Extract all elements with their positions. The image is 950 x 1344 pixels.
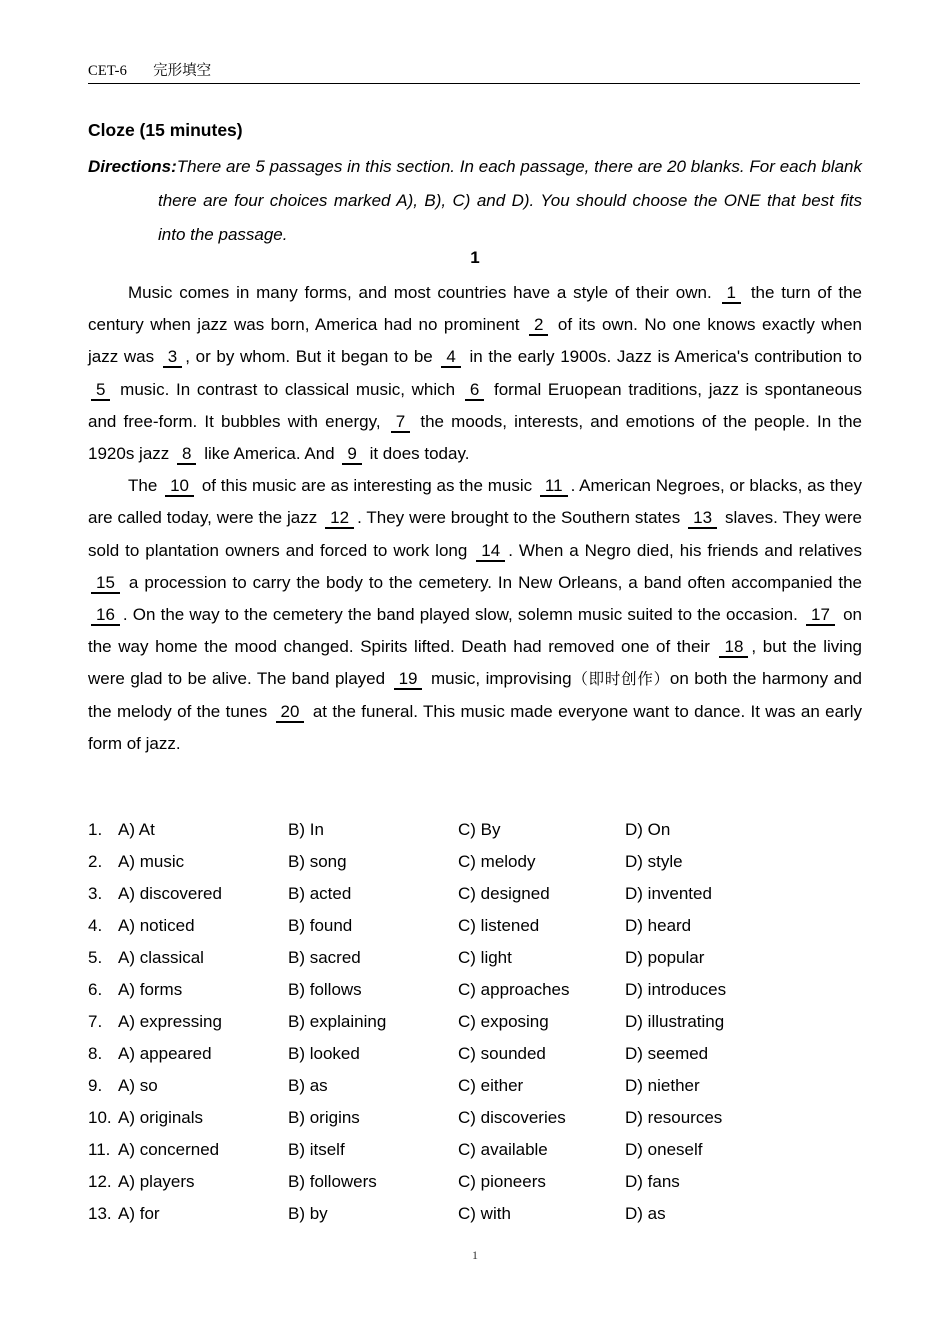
cloze-blank-20[interactable]: 20 xyxy=(276,702,305,723)
options-list xyxy=(88,820,868,1236)
option-choice-c[interactable]: C) exposing xyxy=(458,1012,549,1031)
cloze-blank-19[interactable]: 19 xyxy=(394,669,423,690)
option-choice-b[interactable]: B) by xyxy=(288,1204,328,1223)
cloze-blank-6[interactable]: 6 xyxy=(465,380,484,401)
option-number: 5. xyxy=(88,948,103,967)
option-choice-a[interactable]: A) appeared xyxy=(118,1044,212,1063)
option-choice-a[interactable]: A) expressing xyxy=(118,1012,222,1031)
option-number: 3. xyxy=(88,884,103,903)
directions-paragraph xyxy=(88,150,862,252)
option-choice-a[interactable]: A) concerned xyxy=(118,1140,220,1159)
option-number: 7. xyxy=(88,1012,103,1031)
text-run: formal Eruopean traditions, jazz is spontaneous and free-form. It bubbles with energy, xyxy=(88,379,862,431)
cloze-blank-15[interactable]: 15 xyxy=(91,573,120,594)
text-run: of this music are as interesting as the music xyxy=(201,476,533,496)
directions-block xyxy=(88,150,862,252)
option-choice-c[interactable]: C) pioneers xyxy=(458,1172,546,1191)
text-run: . They were brought to the Southern states xyxy=(357,508,681,528)
passage-body xyxy=(88,277,862,760)
text-run: , or by whom. But it began to be xyxy=(185,347,433,367)
option-choice-b[interactable]: B) acted xyxy=(288,884,352,903)
option-choice-b[interactable]: B) found xyxy=(288,916,353,935)
option-number: 9. xyxy=(88,1076,103,1095)
text-run: . American Negroes, or blacks, as they are called today, were the jazz xyxy=(88,476,862,528)
text-run: it does today. xyxy=(369,444,470,464)
option-number: 1. xyxy=(88,820,103,839)
option-choice-b[interactable]: B) song xyxy=(288,852,347,871)
cloze-blank-12[interactable]: 12 xyxy=(325,508,354,529)
passage-paragraph-2 xyxy=(88,470,862,760)
option-choice-c[interactable]: C) with xyxy=(458,1204,511,1223)
text-run: of its own. No one knows exactly when jazz was xyxy=(88,315,862,367)
text-run: The xyxy=(128,476,158,496)
option-choice-c[interactable]: C) designed xyxy=(458,884,550,903)
option-choice-c[interactable]: C) By xyxy=(458,820,501,839)
option-choice-c[interactable]: C) listened xyxy=(458,916,540,935)
cloze-blank-2[interactable]: 2 xyxy=(529,315,548,336)
option-row xyxy=(88,980,868,1012)
option-row xyxy=(88,948,868,980)
chinese-gloss: （即时创作） xyxy=(571,670,670,689)
option-row xyxy=(88,1076,868,1108)
text-run: on both the harmony and the melody of the tunes xyxy=(88,669,862,721)
option-row xyxy=(88,1172,868,1204)
option-number: 11. xyxy=(88,1140,111,1159)
cloze-blank-13[interactable]: 13 xyxy=(688,508,717,529)
text-run: . When a Negro died, his friends and relatives xyxy=(508,540,862,560)
option-choice-a[interactable]: A) At xyxy=(118,820,155,839)
option-row xyxy=(88,1012,868,1044)
option-choice-b[interactable]: B) sacred xyxy=(288,948,361,967)
option-choice-b[interactable]: B) itself xyxy=(288,1140,345,1159)
text-run: . On the way to the cemetery the band played slow, solemn music suited to the occasion. xyxy=(122,605,798,625)
text-run: at the funeral. This music made everyone want to dance. It was an early form of jazz. xyxy=(88,701,862,753)
option-choice-b[interactable]: B) explaining xyxy=(288,1012,387,1031)
option-row xyxy=(88,1044,868,1076)
cloze-blank-16[interactable]: 16 xyxy=(91,605,120,626)
directions-text: There are 5 passages in this section. In each passage, there are 20 blanks. For each blank there are four choices marked A), B), C) and D). You should choose the ONE that best fits into the passage. xyxy=(158,157,862,244)
cloze-blank-10[interactable]: 10 xyxy=(165,476,194,497)
option-choice-a[interactable]: A) for xyxy=(118,1204,160,1223)
running-header xyxy=(88,62,860,84)
option-choice-b[interactable]: B) follows xyxy=(288,980,362,999)
option-choice-a[interactable]: A) music xyxy=(118,852,185,871)
option-row xyxy=(88,916,868,948)
document-code: CET-6 xyxy=(88,63,128,79)
cloze-blank-1[interactable]: 1 xyxy=(722,283,741,304)
option-row xyxy=(88,852,868,884)
option-row xyxy=(88,1140,868,1172)
option-choice-b[interactable]: B) In xyxy=(288,820,324,839)
option-choice-c[interactable]: C) melody xyxy=(458,852,536,871)
cloze-blank-5[interactable]: 5 xyxy=(91,380,110,401)
text-run: Music comes in many forms, and most countries have a style of their own. xyxy=(128,283,712,302)
option-choice-c[interactable]: C) light xyxy=(458,948,512,967)
option-choice-d[interactable]: D) style xyxy=(625,852,683,871)
option-number: 6. xyxy=(88,980,103,999)
option-choice-d[interactable]: D) resources xyxy=(625,1108,723,1127)
option-choice-d[interactable]: D) popular xyxy=(625,948,705,967)
cloze-blank-18[interactable]: 18 xyxy=(719,637,748,658)
cloze-blank-9[interactable]: 9 xyxy=(342,444,361,465)
option-choice-b[interactable]: B) origins xyxy=(288,1108,360,1127)
option-choice-d[interactable]: D) fans xyxy=(625,1172,680,1191)
text-run: , but the living were glad to be alive. The band played xyxy=(88,637,862,689)
page-number: 1 xyxy=(472,1248,478,1262)
option-row xyxy=(88,820,868,852)
option-choice-d[interactable]: D) as xyxy=(625,1204,666,1223)
directions-label: Directions: xyxy=(88,157,177,176)
option-choice-c[interactable]: C) approaches xyxy=(458,980,570,999)
option-choice-c[interactable]: C) either xyxy=(458,1076,524,1095)
option-choice-a[interactable]: A) players xyxy=(118,1172,195,1191)
text-run: music. In contrast to classical music, which xyxy=(120,379,456,399)
text-run: on the way home the mood changed. Spirits lifted. Death had removed one of their xyxy=(88,605,862,657)
text-run: the moods, interests, and emotions of the people. In the 1920s jazz xyxy=(88,411,862,464)
option-choice-b[interactable]: B) looked xyxy=(288,1044,360,1063)
option-choice-a[interactable]: A) classical xyxy=(118,948,204,967)
cloze-blank-4[interactable]: 4 xyxy=(441,347,460,368)
option-number: 10. xyxy=(88,1108,112,1127)
option-choice-d[interactable]: D) introduces xyxy=(625,980,727,999)
option-number: 8. xyxy=(88,1044,103,1063)
text-run: like America. And xyxy=(204,444,335,464)
option-choice-a[interactable]: A) so xyxy=(118,1076,158,1095)
option-number: 2. xyxy=(88,852,103,871)
cloze-blank-17[interactable]: 17 xyxy=(806,605,835,626)
option-choice-c[interactable]: C) available xyxy=(458,1140,548,1159)
option-choice-c[interactable]: C) sounded xyxy=(458,1044,546,1063)
option-choice-c[interactable]: C) discoveries xyxy=(458,1108,566,1127)
option-choice-a[interactable]: A) noticed xyxy=(118,916,195,935)
cloze-blank-14[interactable]: 14 xyxy=(476,541,505,562)
option-choice-a[interactable]: A) discovered xyxy=(118,884,222,903)
cloze-blank-11[interactable]: 11 xyxy=(540,476,568,497)
option-choice-d[interactable]: D) niether xyxy=(625,1076,700,1095)
passage-paragraph-1 xyxy=(88,277,862,470)
option-number: 13. xyxy=(88,1204,112,1223)
option-choice-a[interactable]: A) originals xyxy=(118,1108,204,1127)
option-row xyxy=(88,1108,868,1140)
text-run: in the early 1900s. Jazz is America's contribution to xyxy=(469,347,862,367)
option-choice-a[interactable]: A) forms xyxy=(118,980,183,999)
option-choice-d[interactable]: D) oneself xyxy=(625,1140,703,1159)
option-choice-d[interactable]: D) seemed xyxy=(625,1044,709,1063)
option-row xyxy=(88,1204,868,1236)
option-choice-d[interactable]: D) On xyxy=(625,820,671,839)
option-choice-b[interactable]: B) as xyxy=(288,1076,328,1095)
option-choice-d[interactable]: D) invented xyxy=(625,884,712,903)
option-number: 12. xyxy=(88,1172,112,1191)
text-run: the turn of the century when jazz was born, America had no prominent xyxy=(88,283,862,335)
option-choice-b[interactable]: B) followers xyxy=(288,1172,377,1191)
passage-number: 1 xyxy=(470,248,480,267)
cloze-blank-7[interactable]: 7 xyxy=(391,412,410,433)
cloze-blank-3[interactable]: 3 xyxy=(163,347,182,368)
option-choice-d[interactable]: D) illustrating xyxy=(625,1012,725,1031)
text-run: a procession to carry the body to the cemetery. In New Orleans, a band often accompanied the xyxy=(128,572,862,592)
option-choice-d[interactable]: D) heard xyxy=(625,916,692,935)
text-run: slaves. They were sold to plantation owners and forced to work long xyxy=(88,508,862,560)
option-row xyxy=(88,884,868,916)
document-section-label-cn: 完形填空 xyxy=(153,63,212,79)
cloze-blank-8[interactable]: 8 xyxy=(177,444,196,465)
section-title: Cloze (15 minutes) xyxy=(88,120,243,140)
option-number: 4. xyxy=(88,916,103,935)
text-run: music, improvising xyxy=(430,669,572,689)
